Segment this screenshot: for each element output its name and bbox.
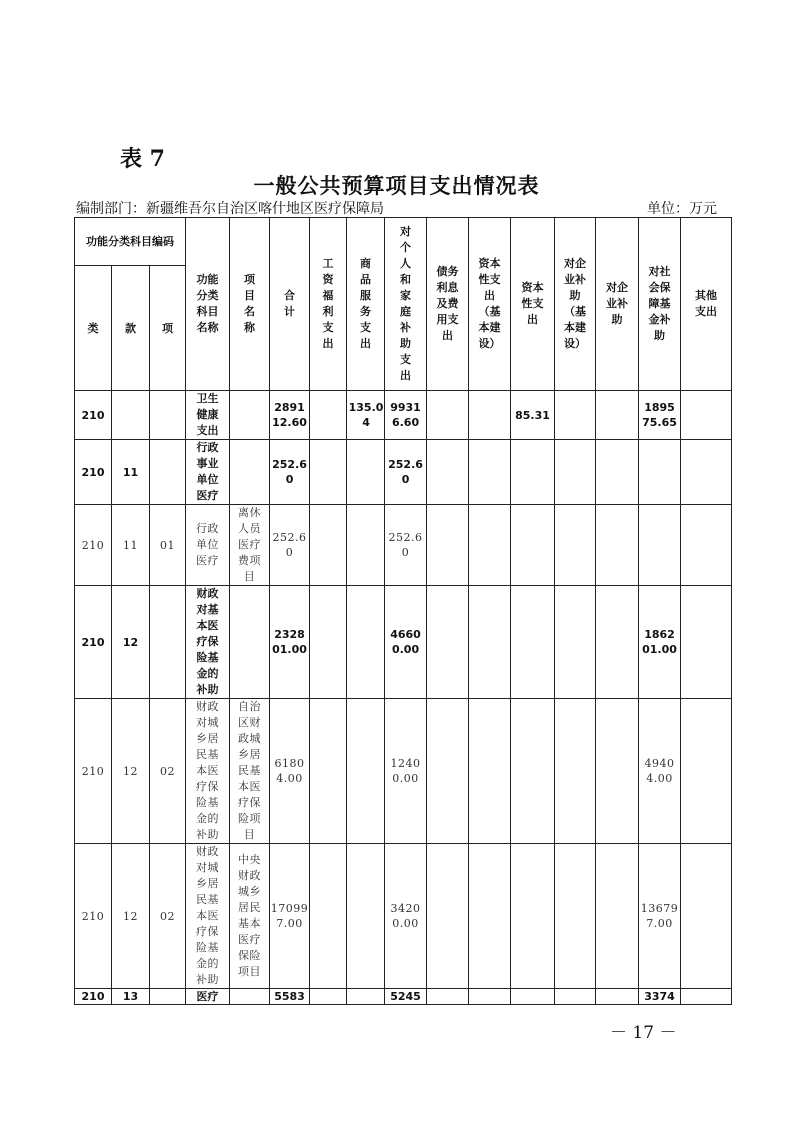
cell-personal: 5245	[385, 989, 427, 1005]
cell-goods	[347, 505, 385, 586]
cell-kuan: 12	[112, 699, 150, 844]
header-proj-name: 项目名称	[230, 218, 270, 391]
cell-personal: 252.60	[385, 505, 427, 586]
table-row	[75, 586, 732, 699]
cell-proj-name	[230, 440, 270, 505]
cell-xiang: 02	[150, 844, 186, 989]
header-xiang: 项	[150, 266, 186, 391]
cell-total: 232801.00	[270, 586, 310, 699]
cell-lei: 210	[75, 989, 112, 1005]
cell-capital	[511, 586, 555, 699]
cell-kuan	[112, 391, 150, 440]
cell-enterprise	[596, 505, 639, 586]
cell-lei: 210	[75, 440, 112, 505]
cell-social: 49404.00	[639, 699, 681, 844]
cell-total: 170997.00	[270, 844, 310, 989]
cell-debt	[427, 505, 469, 586]
cell-enterprise-basic	[555, 844, 596, 989]
cell-capital-basic	[469, 844, 511, 989]
cell-func-name: 财政对基本医疗保险基金的补助	[186, 586, 230, 699]
cell-enterprise-basic	[555, 440, 596, 505]
cell-lei: 210	[75, 844, 112, 989]
cell-other	[681, 391, 732, 440]
cell-xiang	[150, 586, 186, 699]
expenditure-table	[74, 217, 732, 1005]
cell-capital-basic	[469, 699, 511, 844]
cell-kuan: 11	[112, 440, 150, 505]
cell-social: 189575.65	[639, 391, 681, 440]
cell-debt	[427, 586, 469, 699]
cell-capital	[511, 989, 555, 1005]
cell-social	[639, 440, 681, 505]
cell-enterprise	[596, 989, 639, 1005]
header-personal: 对个人和家庭补助支出	[385, 218, 427, 391]
cell-other	[681, 989, 732, 1005]
cell-capital	[511, 440, 555, 505]
cell-enterprise-basic	[555, 505, 596, 586]
header-debt: 债务利息及费用支出	[427, 218, 469, 391]
cell-capital-basic	[469, 989, 511, 1005]
header-goods: 商品服务支出	[347, 218, 385, 391]
cell-capital: 85.31	[511, 391, 555, 440]
table-row	[75, 989, 732, 1005]
cell-enterprise	[596, 844, 639, 989]
header-code-group: 功能分类科目编码	[75, 218, 186, 266]
table-label: 表 7	[120, 146, 165, 172]
cell-capital-basic	[469, 505, 511, 586]
cell-wage	[310, 505, 347, 586]
cell-enterprise	[596, 440, 639, 505]
header-capital: 资本性支出	[511, 218, 555, 391]
header-total: 合计	[270, 218, 310, 391]
cell-total: 289112.60	[270, 391, 310, 440]
cell-other	[681, 586, 732, 699]
cell-other	[681, 699, 732, 844]
cell-goods	[347, 989, 385, 1005]
header-kuan: 款	[112, 266, 150, 391]
cell-func-name: 行政事业单位医疗	[186, 440, 230, 505]
cell-social: 3374	[639, 989, 681, 1005]
cell-func-name: 卫生健康支出	[186, 391, 230, 440]
cell-goods	[347, 844, 385, 989]
header-func-name: 功能分类科目名称	[186, 218, 230, 391]
cell-wage	[310, 844, 347, 989]
cell-proj-name	[230, 391, 270, 440]
cell-proj-name: 中央财政城乡居民基本医疗保险项目	[230, 844, 270, 989]
cell-social	[639, 505, 681, 586]
cell-capital	[511, 699, 555, 844]
cell-goods	[347, 699, 385, 844]
table-row	[75, 699, 732, 844]
cell-enterprise-basic	[555, 391, 596, 440]
header-lei: 类	[75, 266, 112, 391]
cell-wage	[310, 586, 347, 699]
header-other: 其他支出	[681, 218, 732, 391]
cell-proj-name: 自治区财政城乡居民基本医疗保险项目	[230, 699, 270, 844]
cell-other	[681, 440, 732, 505]
cell-wage	[310, 699, 347, 844]
cell-xiang	[150, 391, 186, 440]
cell-enterprise-basic	[555, 989, 596, 1005]
cell-wage	[310, 440, 347, 505]
cell-total: 5583	[270, 989, 310, 1005]
cell-capital-basic	[469, 586, 511, 699]
page-number: － 17 －	[610, 1023, 677, 1043]
cell-total: 252.60	[270, 505, 310, 586]
cell-lei: 210	[75, 699, 112, 844]
cell-personal: 46600.00	[385, 586, 427, 699]
cell-lei: 210	[75, 391, 112, 440]
cell-capital-basic	[469, 440, 511, 505]
cell-proj-name	[230, 586, 270, 699]
cell-total: 61804.00	[270, 699, 310, 844]
cell-personal: 252.60	[385, 440, 427, 505]
cell-personal: 34200.00	[385, 844, 427, 989]
header-row-1	[75, 218, 732, 266]
unit-label: 单位：万元	[647, 201, 717, 217]
table-row	[75, 505, 732, 586]
cell-capital	[511, 844, 555, 989]
cell-enterprise-basic	[555, 699, 596, 844]
header-enterprise: 对企业补助	[596, 218, 639, 391]
cell-xiang: 02	[150, 699, 186, 844]
table-row	[75, 391, 732, 440]
cell-total: 252.60	[270, 440, 310, 505]
cell-wage	[310, 391, 347, 440]
cell-social: 186201.00	[639, 586, 681, 699]
cell-enterprise-basic	[555, 586, 596, 699]
cell-xiang: 01	[150, 505, 186, 586]
cell-debt	[427, 440, 469, 505]
department-label: 编制部门：新疆维吾尔自治区喀什地区医疗保障局	[76, 201, 384, 217]
page-title: 一般公共预算项目支出情况表	[253, 174, 540, 198]
cell-xiang	[150, 440, 186, 505]
cell-func-name: 财政对城乡居民基本医疗保险基金的补助	[186, 699, 230, 844]
cell-personal: 99316.60	[385, 391, 427, 440]
cell-debt	[427, 989, 469, 1005]
header-social: 对社会保障基金补助	[639, 218, 681, 391]
cell-enterprise	[596, 391, 639, 440]
cell-debt	[427, 844, 469, 989]
cell-goods	[347, 440, 385, 505]
cell-proj-name	[230, 989, 270, 1005]
cell-capital-basic	[469, 391, 511, 440]
header-enterprise-basic: 对企业补助（基本建设）	[555, 218, 596, 391]
cell-social: 136797.00	[639, 844, 681, 989]
cell-xiang	[150, 989, 186, 1005]
table-row	[75, 440, 732, 505]
cell-proj-name: 离休人员医疗费项目	[230, 505, 270, 586]
cell-kuan: 13	[112, 989, 150, 1005]
cell-func-name: 医疗	[186, 989, 230, 1005]
cell-other	[681, 505, 732, 586]
cell-enterprise	[596, 699, 639, 844]
cell-wage	[310, 989, 347, 1005]
cell-func-name: 行政单位医疗	[186, 505, 230, 586]
cell-personal: 12400.00	[385, 699, 427, 844]
cell-debt	[427, 699, 469, 844]
cell-goods: 135.04	[347, 391, 385, 440]
cell-lei: 210	[75, 505, 112, 586]
cell-lei: 210	[75, 586, 112, 699]
header-capital-basic: 资本性支出（基本建设）	[469, 218, 511, 391]
cell-other	[681, 844, 732, 989]
cell-func-name: 财政对城乡居民基本医疗保险基金的补助	[186, 844, 230, 989]
cell-debt	[427, 391, 469, 440]
cell-kuan: 11	[112, 505, 150, 586]
table-row	[75, 844, 732, 989]
cell-kuan: 12	[112, 586, 150, 699]
cell-goods	[347, 586, 385, 699]
cell-kuan: 12	[112, 844, 150, 989]
cell-capital	[511, 505, 555, 586]
header-wage: 工资福利支出	[310, 218, 347, 391]
cell-enterprise	[596, 586, 639, 699]
